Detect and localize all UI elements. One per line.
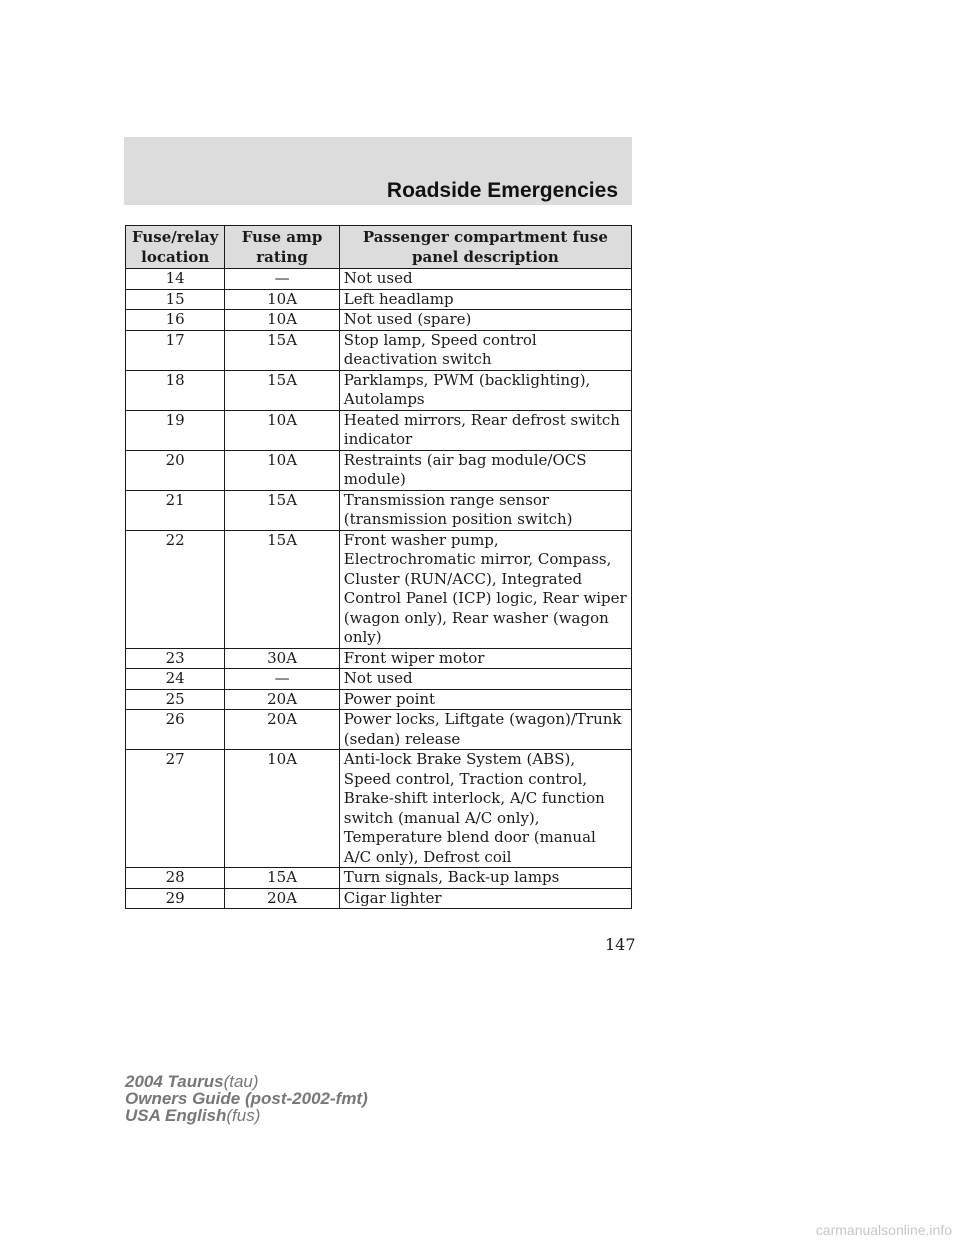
fuse-table <box>125 225 632 909</box>
cell-location: 28 <box>126 868 225 889</box>
cell-rating: 10A <box>225 289 339 310</box>
footer-guide: Owners Guide (post-2002-fmt) <box>125 1089 368 1108</box>
document-footer <box>125 1073 368 1124</box>
cell-description: Not used (spare) <box>339 310 631 331</box>
cell-location: 29 <box>126 888 225 909</box>
section-title: Roadside Emergencies <box>386 179 618 202</box>
table-row <box>126 330 632 370</box>
cell-rating: 20A <box>225 888 339 909</box>
cell-location: 14 <box>126 269 225 290</box>
cell-description: Anti-lock Brake System (ABS), Speed control, Traction control, Brake-shift interlock, A/C function switch (manual A/C only), Temperature blend door (manual A/C only), Defrost coil <box>339 750 631 868</box>
cell-location: 21 <box>126 490 225 530</box>
cell-description: Front washer pump, Electrochromatic mirror, Compass, Cluster (RUN/ACC), Integrated Control Panel (ICP) logic, Rear wiper (wagon only), Rear washer (wagon only) <box>339 530 631 648</box>
cell-description: Transmission range sensor (transmission position switch) <box>339 490 631 530</box>
cell-location: 27 <box>126 750 225 868</box>
table-row <box>126 710 632 750</box>
cell-rating: — <box>225 669 339 690</box>
cell-rating: 15A <box>225 370 339 410</box>
cell-description: Left headlamp <box>339 289 631 310</box>
cell-description: Parklamps, PWM (backlighting), Autolamps <box>339 370 631 410</box>
cell-location: 26 <box>126 710 225 750</box>
cell-rating: 15A <box>225 530 339 648</box>
cell-rating: 10A <box>225 310 339 331</box>
cell-location: 18 <box>126 370 225 410</box>
column-header-description: Passenger compartment fuse panel description <box>339 226 631 269</box>
column-header-location: Fuse/relay location <box>126 226 225 269</box>
table-row <box>126 750 632 868</box>
cell-description: Not used <box>339 269 631 290</box>
cell-rating: 10A <box>225 750 339 868</box>
table-row <box>126 310 632 331</box>
cell-description: Stop lamp, Speed control deactivation switch <box>339 330 631 370</box>
cell-location: 20 <box>126 450 225 490</box>
watermark: carmanualsonline.info <box>815 1222 952 1238</box>
cell-location: 22 <box>126 530 225 648</box>
cell-description: Restraints (air bag module/OCS module) <box>339 450 631 490</box>
cell-description: Heated mirrors, Rear defrost switch indicator <box>339 410 631 450</box>
table-row <box>126 530 632 648</box>
table-row <box>126 490 632 530</box>
cell-rating: 10A <box>225 450 339 490</box>
cell-description: Power locks, Liftgate (wagon)/Trunk (sedan) release <box>339 710 631 750</box>
cell-location: 19 <box>126 410 225 450</box>
footer-line-language <box>125 1107 368 1124</box>
cell-location: 25 <box>126 689 225 710</box>
footer-language: USA English <box>125 1106 227 1125</box>
footer-line-guide <box>125 1090 368 1107</box>
cell-location: 15 <box>126 289 225 310</box>
cell-description: Turn signals, Back-up lamps <box>339 868 631 889</box>
cell-description: Cigar lighter <box>339 888 631 909</box>
table-row <box>126 289 632 310</box>
cell-rating: 15A <box>225 868 339 889</box>
cell-rating: 15A <box>225 330 339 370</box>
table-row <box>126 888 632 909</box>
table-row <box>126 410 632 450</box>
footer-model-code: (tau) <box>223 1072 259 1091</box>
table-row <box>126 450 632 490</box>
table-row <box>126 868 632 889</box>
cell-rating: 15A <box>225 490 339 530</box>
cell-location: 23 <box>126 648 225 669</box>
table-row <box>126 269 632 290</box>
cell-description: Front wiper motor <box>339 648 631 669</box>
table-row <box>126 689 632 710</box>
section-header-band <box>124 137 632 205</box>
table-row <box>126 669 632 690</box>
cell-rating: 30A <box>225 648 339 669</box>
table-header-row <box>126 226 632 269</box>
cell-location: 16 <box>126 310 225 331</box>
cell-location: 17 <box>126 330 225 370</box>
cell-location: 24 <box>126 669 225 690</box>
table-body <box>126 269 632 909</box>
cell-rating: — <box>225 269 339 290</box>
cell-description: Not used <box>339 669 631 690</box>
cell-description: Power point <box>339 689 631 710</box>
column-header-rating: Fuse amp rating <box>225 226 339 269</box>
footer-model: 2004 Taurus <box>125 1072 224 1091</box>
page-number: 147 <box>605 935 636 954</box>
footer-language-code: (fus) <box>226 1106 261 1125</box>
cell-rating: 20A <box>225 689 339 710</box>
table-row <box>126 370 632 410</box>
table-row <box>126 648 632 669</box>
cell-rating: 10A <box>225 410 339 450</box>
cell-rating: 20A <box>225 710 339 750</box>
footer-line-model <box>125 1073 368 1090</box>
